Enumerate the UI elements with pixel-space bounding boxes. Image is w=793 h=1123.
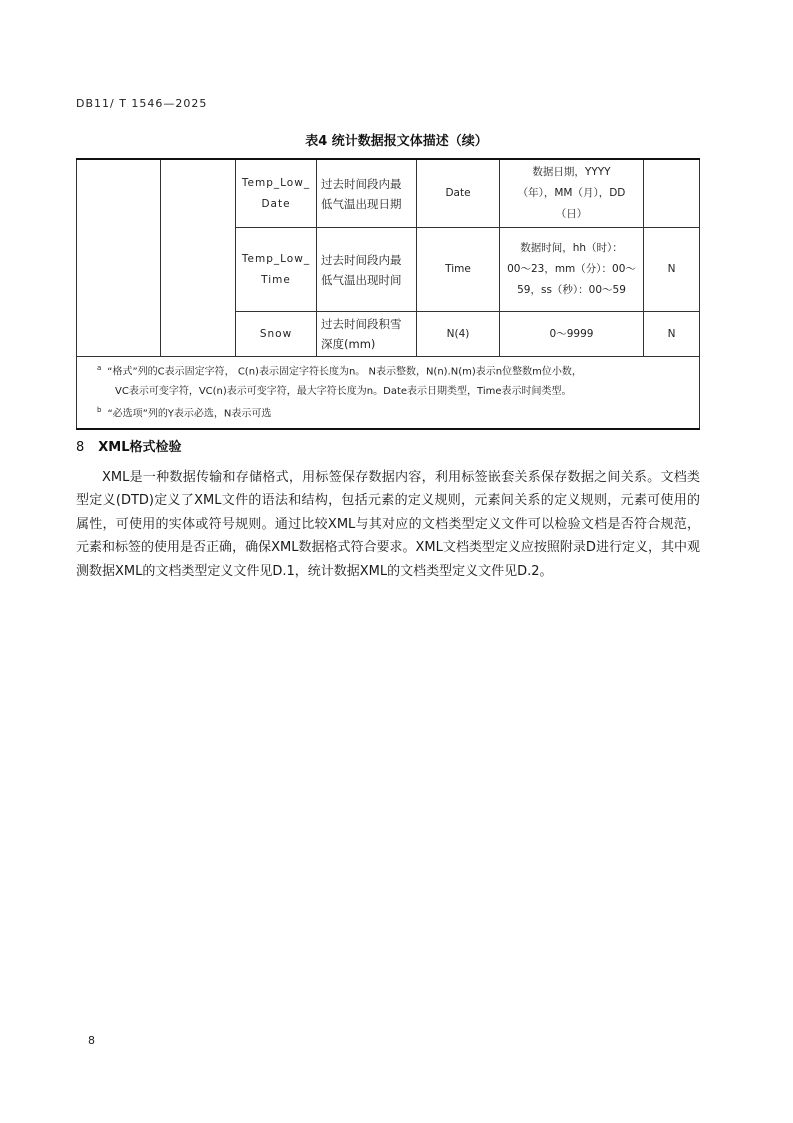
footnote-b-marker: b xyxy=(97,406,102,415)
table-caption: 表4 统计数据报文体描述（续） xyxy=(305,134,488,149)
format-cell xyxy=(500,159,644,228)
subgroup-cell-empty xyxy=(161,159,236,357)
section-heading xyxy=(76,436,182,455)
data-type-cell: N(4) xyxy=(417,312,500,357)
format-cell: 0～9999 xyxy=(500,312,644,357)
footnote-b-line1: “必选项”列的Y表示必选，N表示可选 xyxy=(107,408,272,420)
group-cell-empty xyxy=(77,159,161,357)
footnote-a-line2: VC表示可变字符，VC(n)表示可变字符，最大字符长度为n。Date表示日期类型，Time表示时间类型。 xyxy=(115,385,572,397)
message-body-table xyxy=(76,158,700,430)
required-cell: N xyxy=(644,228,700,312)
document-code-header: DB11/ T 1546—2025 xyxy=(76,97,208,110)
format-line: 数据日期，YYYY xyxy=(532,166,611,178)
element-name-cell: Snow xyxy=(236,312,317,357)
element-description-cell: 过去时间段内最低气温出现日期 xyxy=(317,159,417,228)
format-cell xyxy=(500,228,644,312)
footnote-a-marker: a xyxy=(97,364,102,372)
data-type-cell: Date xyxy=(417,159,500,228)
required-cell xyxy=(644,159,700,228)
format-line: 数据时间，hh（时）： xyxy=(520,242,623,254)
element-name-cell: Temp_Low_Date xyxy=(236,159,317,228)
format-line: （年），MM（月），DD xyxy=(517,187,626,199)
footnote-row xyxy=(77,357,700,430)
table-footnotes xyxy=(77,357,700,430)
required-cell: N xyxy=(644,312,700,357)
section-paragraph: XML是一种数据传输和存储格式，用标签保存数据内容，利用标签嵌套关系保存数据之间关系。文档类型定义(DTD)定义了XML文件的语法和结构，包括元素的定义规则，元素间关系的定义规则，元素可使用的属性，可使用的实体或符号规则。通过比较XML与其对应的文档类型定义文件可以检验文档是否符合规范，元素和标签的使用是否正确，确保XML数据格式符合要求。XML文档类型定义应按照附录D进行定义，其中观测数据XML的文档类型定义文件见D.1，统计数据XML的文档类型定义文件见D.2。 xyxy=(76,470,700,579)
section-title: XML格式检验 xyxy=(98,440,182,455)
format-line: 59，ss（秒）：00～59 xyxy=(517,284,626,296)
footnote-a-line1: “格式”列的C表示固定字符， C(n)表示固定字符长度为n。 N表示整数，N(n).N(m)表示n位整数m位小数， xyxy=(107,366,582,378)
page-number: 8 xyxy=(88,1034,95,1047)
footnote-a xyxy=(97,359,693,382)
section-number: 8 xyxy=(76,440,85,455)
element-description-cell: 过去时间段积雪深度(mm) xyxy=(317,312,417,357)
element-description-cell: 过去时间段内最低气温出现时间 xyxy=(317,228,417,312)
table-row xyxy=(77,159,700,228)
format-line: 00～23，mm（分）：00～ xyxy=(507,263,636,275)
element-name-cell: Temp_Low_Time xyxy=(236,228,317,312)
data-type-cell: Time xyxy=(417,228,500,312)
footnote-b xyxy=(97,401,693,424)
format-line: （日） xyxy=(555,208,588,220)
